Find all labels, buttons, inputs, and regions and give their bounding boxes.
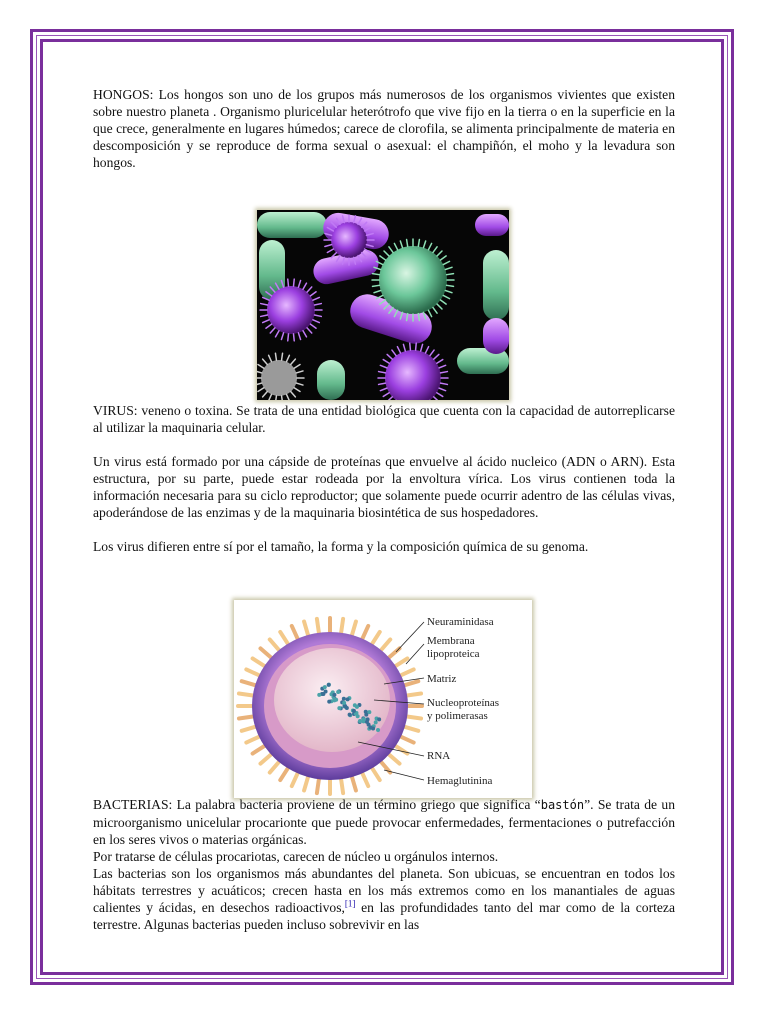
section-bacterias [93,796,675,933]
label-lipoproteica: lipoproteica [427,648,480,660]
bacterias-habitat-paragraph [93,865,675,933]
bacterias-intro-paragraph [93,796,675,848]
bacterias-habitat-a: Las bacterias son los organismos más abundantes del planeta. Son ubicuas, se encuentran en todos los hábitats terrestres y acuáticos; crecen hasta en los más extremos como en los manantiales de aguas calientes y ácidas, en desechos radioactivos, [93,866,675,915]
label-polimerasas: y polimerasas [427,710,488,722]
section-virus [93,402,675,555]
label-membrana: Membrana [427,635,475,647]
bacterias-procariotas-paragraph: Por tratarse de células procariotas, carecen de núcleo u orgánulos internos. [93,849,499,864]
virus-differences-paragraph: Los virus difieren entre sí por el tamaño, la forma y la composición química de su genoma. [93,539,589,554]
label-nucleoproteinas: Nucleoproteínas [427,697,500,709]
footnote-ref[interactable]: [1] [344,898,356,909]
section-hongos [93,86,675,171]
virus-intro-paragraph: VIRUS: veneno o toxina. Se trata de una entidad biológica que cuenta con la capacidad de autorreplicarse al utilizar la maquinaria celular. [93,403,675,435]
label-rna: RNA [427,750,451,762]
bacterias-intro-b: ”. Se trata de un microorganismo unicelular procarionte que puede provocar enfermedades, fermentaciones o putrefacción en los seres vivos o materias orgánicas. [93,797,675,847]
virus-structure-paragraph: Un virus está formado por una cápside de proteínas que envuelve al ácido nucleico (ADN o ARN). Esta estructura, por su parte, puede estar rodeada por la envoltura vírica. Los virus contienen toda la información necesaria para su ciclo reproductor; que solamente puede ocurrir adentro de las células vivas, apoderándose de las enzimas y de la maquinaria biosintética de sus hospedadores. [93,454,675,520]
label-hemaglutinina: Hemaglutinina [427,775,493,787]
microbes-image [257,210,509,400]
hongos-paragraph: HONGOS: Los hongos son uno de los grupos más numerosos de los organismos vivientes que existen sobre nuestro planeta . Organismo pluricelular heterótrofo que vive fijo en la tierra o en la superficie en la que crece, generalmente en lugares húmedos; carece de clorofila, se alimenta principalmente de materia en descomposición y se reproduce de forma sexual o asexual: el champiñón, el moho y la levadura son hongos. [93,87,675,170]
bacterias-habitat-b: en las profundidades tanto del mar como de la corteza terrestre. Algunas bacterias pueden incluso sobrevivir en las [93,900,675,932]
bacterias-intro-a: BACTERIAS: La palabra bacteria proviene de un término griego que significa “ [93,797,541,812]
microbes-illustration [257,210,509,400]
label-neuraminidasa: Neuraminidasa [427,616,494,628]
baston-word: bastón [540,798,585,812]
label-matriz: Matriz [427,673,457,685]
virus-structure-diagram [234,600,532,798]
